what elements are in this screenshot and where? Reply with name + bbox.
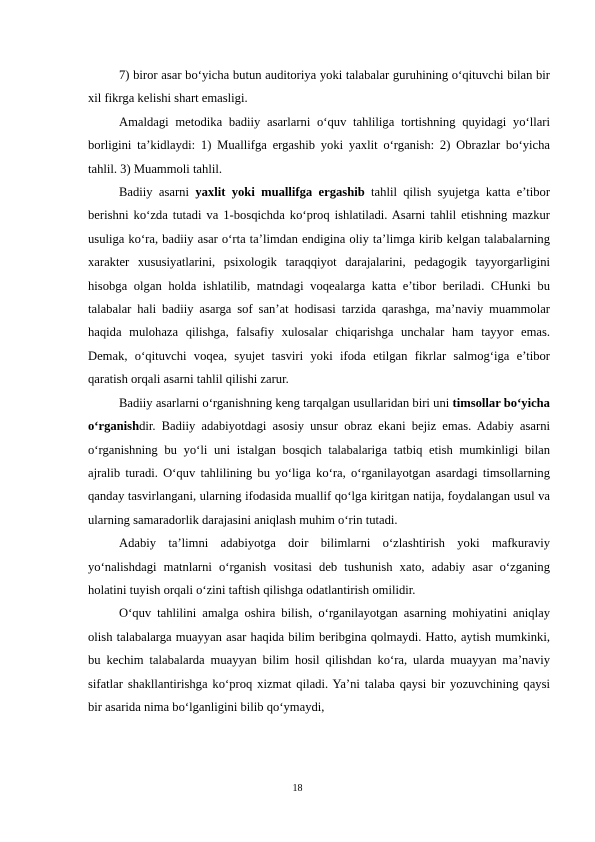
paragraph-4-text-rest: dir. Badiiy adabiyotdagi asosiy unsur obraz ekani bejiz emas. Adabiy asarni o‘rganishning bu yo‘li uni istalgan bosqich talabalariga tatbiq etish mumkinligi bilan ajralib turadi. O‘quv tahlilining bu yo‘liga ko‘ra, o‘rganilayotgan asardagi timsollarning qanday tasvirlangani, ularning ifodasida muallif qo‘lga kiritgan natija, foydalangan usul va ularning samaradorlik darajasini aniqlash muhim o‘rin tutadi. <box>88 419 550 527</box>
page-body <box>88 64 550 719</box>
paragraph-2 <box>88 111 550 181</box>
paragraph-1-text: 7) biror asar bo‘yicha butun auditoriya yoki talabalar guruhining o‘qituvchi bilan bir xil fikrga kelishi shart emasligi. <box>88 68 550 106</box>
paragraph-6 <box>88 602 550 719</box>
paragraph-2-text: Amaldagi metodika badiiy asarlarni o‘quv tahliliga tortishning quyidagi yo‘llari borligini ta’kidlaydi: 1) Muallifga ergashib yoki yaxlit o‘rganish: 2) Obrazlar bo‘yicha tahlil. 3) Muammoli tahlil. <box>88 114 550 176</box>
paragraph-3-text-rest: tahlil qilish syujetga katta e’tibor berishni ko‘zda tutadi va 1-bosqichda ko‘proq ishlatiladi. Asarni tahlil etishning mazkur usuliga ko‘ra, badiiy asar o‘rta ta’limdan endigina oliy ta’limga kirib kelgan talabalarning xarakter xususiyatlarini, psixologik taraqqiyot darajalarini, pedagogik tayyorgarligini hisobga olgan holda ishlatilib, matndagi voqealarga katta e’tibor beriladi. CHunki bu talabalar hali badiiy asarga sof san’at hodisasi tarzida qarashga, ma’naviy muammolar haqida mulohaza qilishga, falsafiy xulosalar chiqarishga unchalar ham tayyor emas. Demak, o‘qituvchi voqea, syujet tasviri yoki ifoda etilgan fikrlar salmog‘iga e’tibor qaratish orqali asarni tahlil qilishi zarur. <box>88 185 551 387</box>
paragraph-3 <box>88 181 550 392</box>
page-number: 18 <box>292 783 303 794</box>
paragraph-1 <box>88 64 550 111</box>
paragraph-3-text-start: Badiiy asarni <box>119 185 196 200</box>
paragraph-5-text: Adabiy ta’limni adabiyotga doir bilimlarni o‘zlashtirish yoki mafkuraviy yo‘nalishdagi matnlarni o‘rganish vositasi deb tushunish xato, adabiy asar o‘zganing holatini tuyish orqali o‘zini taftish qilishga odatlantirish omilidir. <box>88 536 550 597</box>
paragraph-4 <box>88 392 550 532</box>
paragraph-5 <box>88 532 550 602</box>
paragraph-4-text-start: Badiiy asarlarni o‘rganishning keng tarqalgan usullaridan biri uni <box>119 395 453 410</box>
paragraph-4-bold-term: timsollar bo‘yicha o‘rganish <box>88 395 550 434</box>
paragraph-3-bold-term: yaxlit yoki muallifga ergashib <box>195 185 365 200</box>
paragraph-6-text: O‘quv tahlilini amalga oshira bilish, o‘rganilayotgan asarning mohiyatini aniqlay olish talabalarga muayyan asar haqida bilim beribgina qolmaydi. Hatto, aytish mumkinki, bu kechim talabalarda muayyan bilim hosil qilishdan ko‘ra, ularda muayyan ma’naviy sifatlar shakllantirishga ko‘proq xizmat qiladi. Ya’ni talaba qaysi bir yozuvchining qaysi bir asarida nima bo‘lganligini bilib qo‘ymaydi, <box>88 606 550 714</box>
